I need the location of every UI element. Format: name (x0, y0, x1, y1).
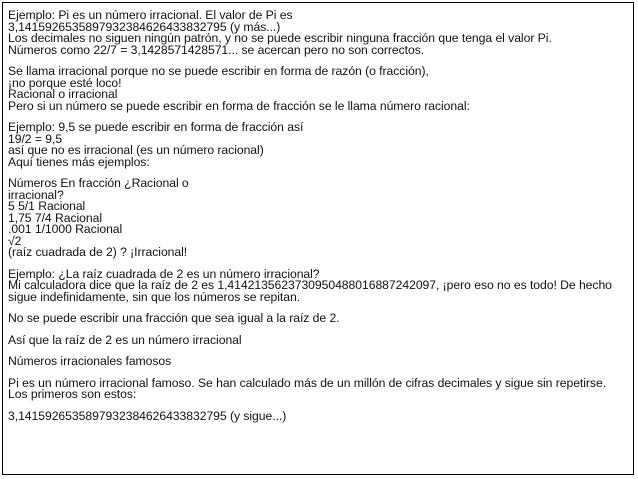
text-line: así que no es irracional (es un número racional) (8, 143, 264, 157)
text-line: 3,1415926535897932384626433832795 (y más...) (8, 19, 281, 34)
paragraph-famous-heading (8, 356, 628, 368)
text-line: Ejemplo: 9,5 se puede escribir en forma de fracción así (8, 120, 304, 134)
text-line: Mi calculadora dice que la raíz de 2 es 1,4142135623730950488016887242097, ¡pero eso no es todo! De hecho (8, 278, 612, 292)
paragraph-sqrt2-example (8, 266, 628, 304)
text-line: 5 5/1 Racional (8, 199, 86, 213)
text-line: Números En fracción ¿Racional o (8, 176, 189, 190)
text-line: sigue indefinidamente, sin que los números se repitan. (8, 289, 301, 304)
text-line: 3,1415926535897932384626433832795 (y sigue...) (8, 408, 287, 423)
text-line: irracional? (8, 187, 64, 202)
paragraph-no-fraction (8, 313, 628, 325)
text-line: Pero si un número se puede escribir en forma de fracción se le llama número racional: (8, 98, 470, 113)
text-line: Ejemplo: ¿La raíz cuadrada de 2 es un número irracional? (8, 266, 320, 281)
text-line: No se puede escribir una fracción que sea igual a la raíz de 2. (8, 311, 340, 325)
text-line: Así que la raíz de 2 es un número irracional (8, 332, 242, 347)
text-line: (raíz cuadrada de 2) ? ¡Irracional! (8, 245, 188, 259)
paragraph-irrational-definition (8, 66, 628, 112)
text-line: 19/2 = 9,5 (8, 131, 63, 146)
text-line: √2 (8, 233, 22, 248)
text-line: Racional o irracional (8, 87, 118, 101)
text-line: Números como 22/7 = 3,1428571428571... se acercan pero no son correctos. (8, 42, 425, 57)
text-line: 1,75 7/4 Racional (8, 210, 103, 225)
paragraph-rational-example (8, 122, 628, 168)
text-line: Se llama irracional porque no se puede escribir en forma de razón (o fracción), (8, 64, 429, 78)
text-line: ¡no porque esté loco! (8, 75, 122, 90)
text-line: .001 1/1000 Racional (8, 222, 123, 236)
text-line: Los decimales no siguen ningún patrón, y no se puede escribir ninguna fracción que tenga el valor Pi. (8, 31, 552, 45)
paragraph-pi-digits (8, 408, 628, 423)
text-line: Los primeros son estos: (8, 387, 137, 401)
paragraph-examples-table (8, 178, 628, 259)
text-line: Pi es un número irracional famoso. Se han calculado más de un millón de cifras decimales y sigue sin repetirse. (8, 375, 607, 390)
paragraph-pi-famous (8, 375, 628, 401)
text-box (2, 2, 634, 475)
text-line: Ejemplo: Pi es un número irracional. El valor de Pi es (8, 8, 293, 22)
paragraph-sqrt2-conclusion (8, 332, 628, 347)
text-line: Números irracionales famosos (8, 354, 172, 368)
paragraph-pi-example (8, 10, 628, 56)
text-line: Aquí tienes más ejemplos: (8, 154, 150, 169)
